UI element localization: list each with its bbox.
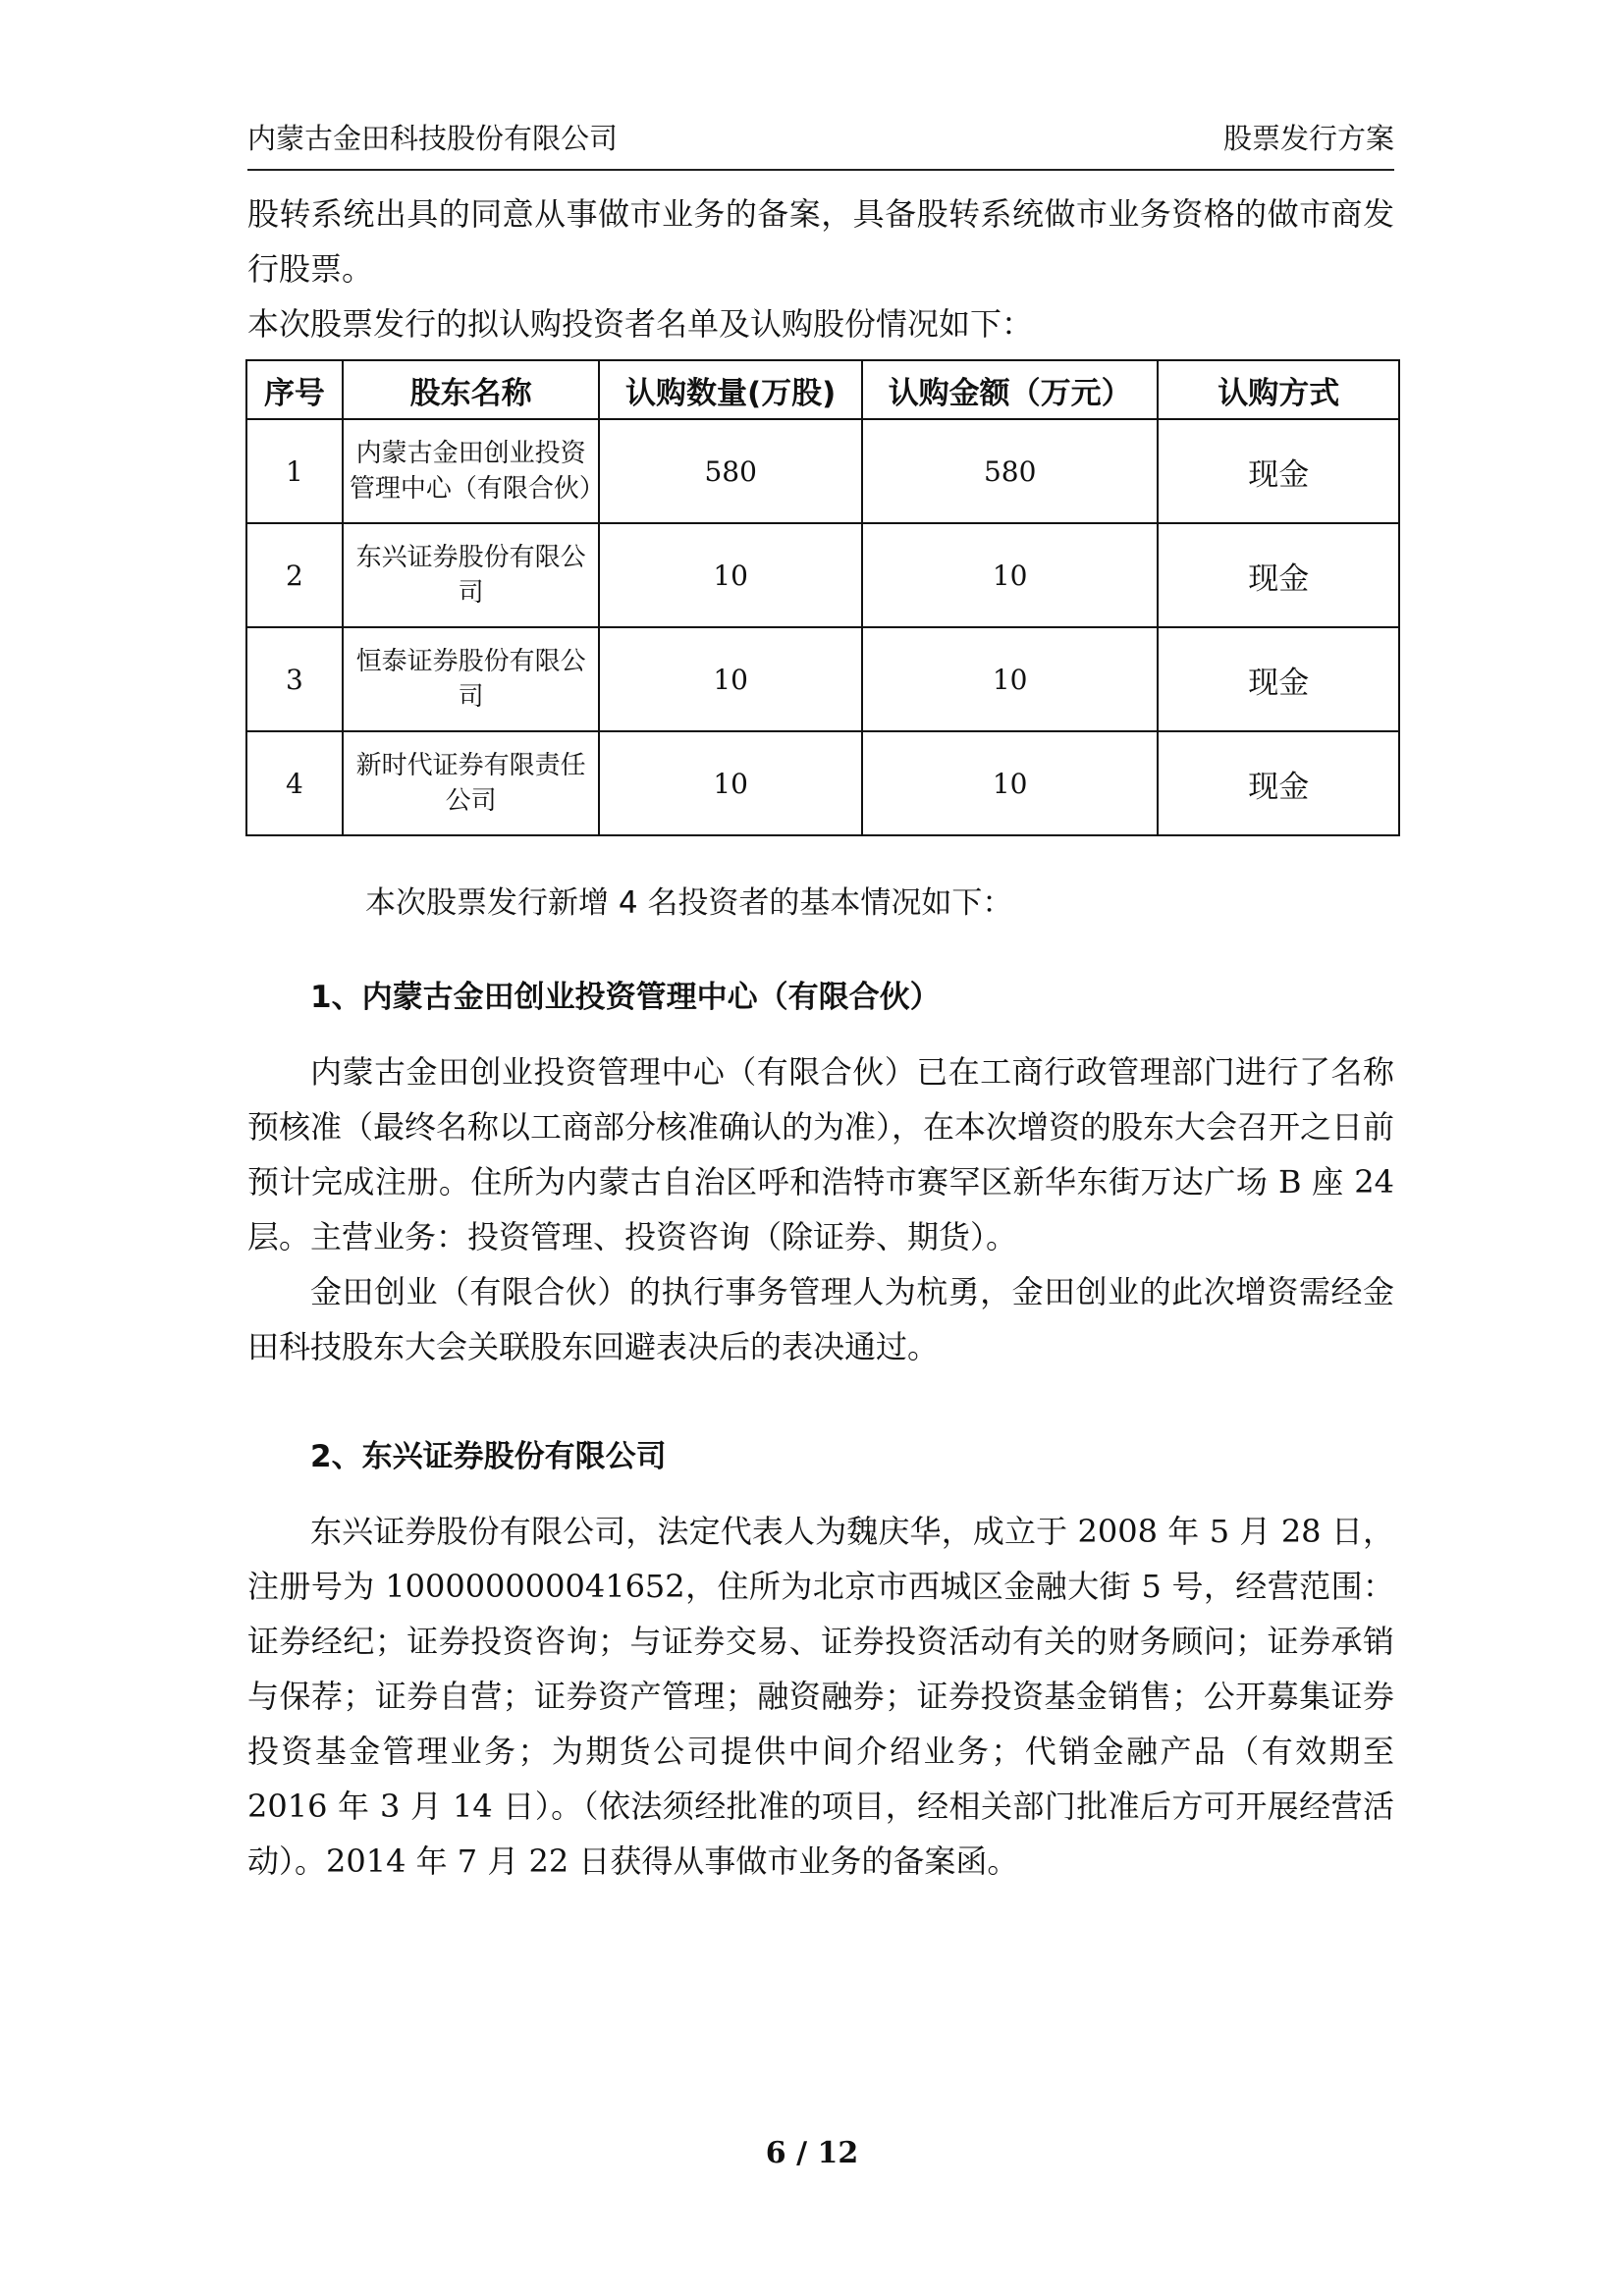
row-number: 1 xyxy=(246,419,343,523)
row-amount: 10 xyxy=(862,523,1158,627)
header-company-name: 内蒙古金田科技股份有限公司 xyxy=(247,122,619,155)
section-heading-dongxing-securities: 2、东兴证券股份有限公司 xyxy=(310,1439,667,1474)
row-method: 现金 xyxy=(1158,627,1399,731)
row-shares: 10 xyxy=(599,731,862,835)
table-row xyxy=(246,731,1399,835)
row-shareholder-name: 东兴证券股份有限公司 xyxy=(343,523,600,627)
row-method: 现金 xyxy=(1158,523,1399,627)
subscription-table xyxy=(245,359,1400,836)
section-paragraph: 内蒙古金田创业投资管理中心（有限合伙）已在工商行政管理部门进行了名称预核准（最终名称以工商部分核准确认的为准），在本次增资的股东大会召开之日前预计完成注册。住所为内蒙古自治区呼和浩特市赛罕区新华东街万达广场 B 座 24 层。主营业务：投资管理、投资咨询（除证券、期货）。 xyxy=(247,1053,1395,1255)
row-method: 现金 xyxy=(1158,731,1399,835)
row-shares: 580 xyxy=(599,419,862,523)
intro-paragraph: 股转系统出具的同意从事做市业务的备案，具备股转系统做市业务资格的做市商发行股票。 xyxy=(247,195,1394,288)
new-investors-intro: 本次股票发行新增 4 名投资者的基本情况如下： xyxy=(365,885,1013,921)
row-number: 4 xyxy=(246,731,343,835)
row-shares: 10 xyxy=(599,523,862,627)
header-document-title: 股票发行方案 xyxy=(1222,122,1394,155)
section-heading-jintian-venture: 1、内蒙古金田创业投资管理中心（有限合伙） xyxy=(310,980,941,1015)
row-number: 3 xyxy=(246,627,343,731)
row-shareholder-name: 内蒙古金田创业投资管理中心（有限合伙） xyxy=(343,419,600,523)
row-shareholder-name: 新时代证券有限责任公司 xyxy=(343,731,600,835)
page-content xyxy=(247,187,1394,1889)
page-number: 6 / 12 xyxy=(765,2136,859,2170)
section-paragraph: 东兴证券股份有限公司，法定代表人为魏庆华，成立于 2008 年 5 月 28 日，注册号为 100000000041652，住所为北京市西城区金融大街 5 号，经营范围：证券经纪；证券投资咨询；与证券交易、证券投资活动有关的财务顾问；证券承销与保荐；证券自营；证券资产管理；融资融券；证券投资基金销售；公开募集证券投资基金管理业务；为期货公司提供中间介绍业务；代销金融产品（有效期至 2016 年 3 月 14 日）。（依法须经批准的项目，经相关部门批准后方可开展经营活动）。2014 年 7 月 22 日获得从事做市业务的备案函。 xyxy=(247,1513,1394,1880)
header-cell-method: 认购方式 xyxy=(1158,360,1399,419)
table-row xyxy=(246,523,1399,627)
header-cell-amount: 认购金额（万元） xyxy=(862,360,1158,419)
row-shareholder-name: 恒泰证券股份有限公司 xyxy=(343,627,600,731)
table-row xyxy=(246,419,1399,523)
table-header-row xyxy=(246,360,1399,419)
row-method: 现金 xyxy=(1158,419,1399,523)
table-intro-text: 本次股票发行的拟认购投资者名单及认购股份情况如下： xyxy=(247,305,1034,343)
section-paragraph: 金田创业（有限合伙）的执行事务管理人为杭勇，金田创业的此次增资需经金田科技股东大会关联股东回避表决后的表决通过。 xyxy=(247,1273,1394,1365)
header-cell-shares: 认购数量(万股) xyxy=(599,360,862,419)
table-row xyxy=(246,627,1399,731)
header-cell-shareholder-name: 股东名称 xyxy=(343,360,600,419)
page-header xyxy=(247,116,1394,161)
row-number: 2 xyxy=(246,523,343,627)
row-shares: 10 xyxy=(599,627,862,731)
row-amount: 10 xyxy=(862,627,1158,731)
row-amount: 580 xyxy=(862,419,1158,523)
header-divider xyxy=(247,169,1394,171)
header-cell-number: 序号 xyxy=(246,360,343,419)
row-amount: 10 xyxy=(862,731,1158,835)
